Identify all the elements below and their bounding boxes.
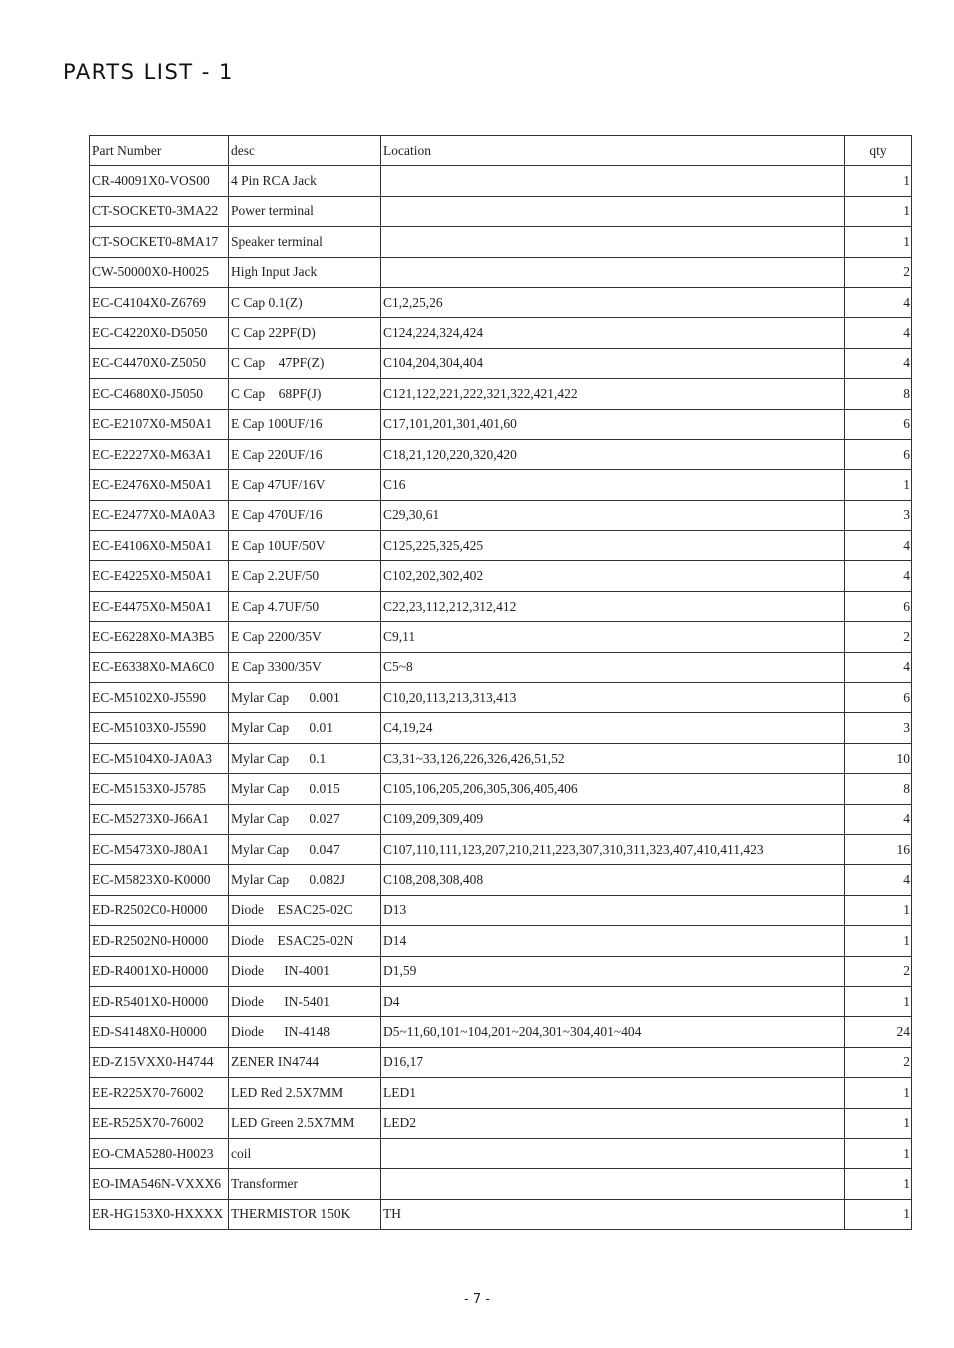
cell-location: [381, 257, 845, 287]
cell-qty: 1: [845, 166, 912, 196]
cell-desc: Mylar Cap 0.01: [229, 713, 381, 743]
cell-location: C18,21,120,220,320,420: [381, 439, 845, 469]
cell-desc: C Cap 22PF(D): [229, 318, 381, 348]
cell-qty: 8: [845, 379, 912, 409]
cell-location: C29,30,61: [381, 500, 845, 530]
cell-qty: 6: [845, 439, 912, 469]
table-row: [90, 713, 912, 743]
table-row: [90, 1138, 912, 1168]
parts-table-body: [90, 166, 912, 1230]
cell-desc: Transformer: [229, 1169, 381, 1199]
cell-location: C5~8: [381, 652, 845, 682]
table-row: [90, 956, 912, 986]
cell-desc: Mylar Cap 0.015: [229, 774, 381, 804]
cell-part-number: EC-C4680X0-J5050: [90, 379, 229, 409]
cell-desc: Diode ESAC25-02C: [229, 895, 381, 925]
table-row: [90, 1047, 912, 1077]
cell-desc: High Input Jack: [229, 257, 381, 287]
cell-qty: 3: [845, 500, 912, 530]
cell-location: TH: [381, 1199, 845, 1229]
cell-desc: Mylar Cap 0.047: [229, 834, 381, 864]
cell-desc: LED Red 2.5X7MM: [229, 1078, 381, 1108]
cell-part-number: EC-E4475X0-M50A1: [90, 591, 229, 621]
cell-location: C121,122,221,222,321,322,421,422: [381, 379, 845, 409]
table-row: [90, 287, 912, 317]
cell-qty: 4: [845, 348, 912, 378]
cell-qty: 4: [845, 531, 912, 561]
cell-qty: 2: [845, 1047, 912, 1077]
cell-part-number: EC-E4225X0-M50A1: [90, 561, 229, 591]
table-row: [90, 1169, 912, 1199]
table-row: [90, 379, 912, 409]
cell-desc: Diode IN-5401: [229, 986, 381, 1016]
cell-qty: 2: [845, 622, 912, 652]
table-row: [90, 865, 912, 895]
cell-location: C3,31~33,126,226,326,426,51,52: [381, 743, 845, 773]
cell-qty: 1: [845, 1078, 912, 1108]
cell-part-number: CT-SOCKET0-3MA22: [90, 196, 229, 226]
table-row: [90, 743, 912, 773]
cell-desc: E Cap 100UF/16: [229, 409, 381, 439]
cell-qty: 4: [845, 287, 912, 317]
cell-desc: E Cap 47UF/16V: [229, 470, 381, 500]
page-number: - 7 -: [464, 1292, 490, 1307]
cell-part-number: CW-50000X0-H0025: [90, 257, 229, 287]
cell-part-number: EC-M5102X0-J5590: [90, 683, 229, 713]
table-row: [90, 470, 912, 500]
cell-part-number: EO-IMA546N-VXXX6: [90, 1169, 229, 1199]
table-row: [90, 531, 912, 561]
cell-part-number: ED-S4148X0-H0000: [90, 1017, 229, 1047]
cell-location: C105,106,205,206,305,306,405,406: [381, 774, 845, 804]
cell-part-number: EC-M5153X0-J5785: [90, 774, 229, 804]
table-row: [90, 652, 912, 682]
cell-desc: C Cap 68PF(J): [229, 379, 381, 409]
cell-location: C107,110,111,123,207,210,211,223,307,310,311,323,407,410,411,423: [381, 834, 845, 864]
cell-desc: Diode IN-4148: [229, 1017, 381, 1047]
cell-desc: Speaker terminal: [229, 227, 381, 257]
cell-desc: C Cap 47PF(Z): [229, 348, 381, 378]
cell-qty: 1: [845, 1108, 912, 1138]
table-row: [90, 683, 912, 713]
table-row: [90, 196, 912, 226]
cell-qty: 2: [845, 956, 912, 986]
cell-qty: 1: [845, 1169, 912, 1199]
header-desc: desc: [229, 136, 381, 166]
table-row: [90, 895, 912, 925]
cell-desc: E Cap 10UF/50V: [229, 531, 381, 561]
cell-desc: Power terminal: [229, 196, 381, 226]
cell-part-number: EC-E6338X0-MA6C0: [90, 652, 229, 682]
cell-location: C124,224,324,424: [381, 318, 845, 348]
cell-qty: 1: [845, 196, 912, 226]
cell-qty: 6: [845, 591, 912, 621]
table-row: [90, 774, 912, 804]
cell-part-number: ED-R2502C0-H0000: [90, 895, 229, 925]
table-row: [90, 561, 912, 591]
cell-part-number: EC-M5473X0-J80A1: [90, 834, 229, 864]
cell-desc: E Cap 4.7UF/50: [229, 591, 381, 621]
cell-location: C4,19,24: [381, 713, 845, 743]
table-row: [90, 834, 912, 864]
cell-part-number: ER-HG153X0-HXXXX: [90, 1199, 229, 1229]
cell-desc: Diode ESAC25-02N: [229, 926, 381, 956]
cell-location: LED1: [381, 1078, 845, 1108]
cell-part-number: EC-C4104X0-Z6769: [90, 287, 229, 317]
cell-desc: ZENER IN4744: [229, 1047, 381, 1077]
table-row: [90, 409, 912, 439]
cell-part-number: EC-M5103X0-J5590: [90, 713, 229, 743]
cell-location: C104,204,304,404: [381, 348, 845, 378]
cell-desc: Diode IN-4001: [229, 956, 381, 986]
cell-qty: 1: [845, 1199, 912, 1229]
cell-location: [381, 166, 845, 196]
table-row: [90, 926, 912, 956]
cell-part-number: EE-R225X70-76002: [90, 1078, 229, 1108]
cell-qty: 3: [845, 713, 912, 743]
cell-location: C109,209,309,409: [381, 804, 845, 834]
cell-part-number: EO-CMA5280-H0023: [90, 1138, 229, 1168]
cell-location: D4: [381, 986, 845, 1016]
cell-part-number: CR-40091X0-VOS00: [90, 166, 229, 196]
cell-location: D14: [381, 926, 845, 956]
cell-qty: 1: [845, 986, 912, 1016]
cell-desc: THERMISTOR 150K: [229, 1199, 381, 1229]
cell-location: C17,101,201,301,401,60: [381, 409, 845, 439]
cell-location: [381, 227, 845, 257]
cell-qty: 1: [845, 895, 912, 925]
page-title: PARTS LIST - 1: [63, 60, 234, 84]
cell-qty: 1: [845, 470, 912, 500]
cell-part-number: EC-E6228X0-MA3B5: [90, 622, 229, 652]
table-row: [90, 500, 912, 530]
cell-qty: 6: [845, 683, 912, 713]
cell-part-number: EC-M5104X0-JA0A3: [90, 743, 229, 773]
table-row: [90, 1199, 912, 1229]
table-row: [90, 804, 912, 834]
cell-location: D16,17: [381, 1047, 845, 1077]
cell-location: D1,59: [381, 956, 845, 986]
cell-qty: 4: [845, 561, 912, 591]
cell-part-number: ED-R5401X0-H0000: [90, 986, 229, 1016]
cell-desc: Mylar Cap 0.082J: [229, 865, 381, 895]
header-part-number: Part Number: [90, 136, 229, 166]
cell-qty: 24: [845, 1017, 912, 1047]
table-row: [90, 591, 912, 621]
cell-qty: 1: [845, 926, 912, 956]
cell-qty: 6: [845, 409, 912, 439]
cell-location: C16: [381, 470, 845, 500]
cell-desc: Mylar Cap 0.001: [229, 683, 381, 713]
cell-part-number: ED-R2502N0-H0000: [90, 926, 229, 956]
cell-part-number: EC-C4220X0-D5050: [90, 318, 229, 348]
cell-location: LED2: [381, 1108, 845, 1138]
cell-location: C22,23,112,212,312,412: [381, 591, 845, 621]
cell-desc: E Cap 3300/35V: [229, 652, 381, 682]
table-row: [90, 257, 912, 287]
header-qty: qty: [845, 136, 912, 166]
cell-qty: 16: [845, 834, 912, 864]
cell-part-number: EC-E2107X0-M50A1: [90, 409, 229, 439]
cell-qty: 1: [845, 227, 912, 257]
cell-location: [381, 1169, 845, 1199]
table-row: [90, 986, 912, 1016]
cell-location: C9,11: [381, 622, 845, 652]
cell-qty: 4: [845, 652, 912, 682]
cell-desc: Mylar Cap 0.1: [229, 743, 381, 773]
cell-desc: 4 Pin RCA Jack: [229, 166, 381, 196]
cell-desc: E Cap 220UF/16: [229, 439, 381, 469]
cell-part-number: EC-E2227X0-M63A1: [90, 439, 229, 469]
table-row: [90, 1017, 912, 1047]
cell-qty: 1: [845, 1138, 912, 1168]
cell-part-number: EC-E2477X0-MA0A3: [90, 500, 229, 530]
cell-qty: 2: [845, 257, 912, 287]
table-row: [90, 166, 912, 196]
cell-qty: 4: [845, 865, 912, 895]
cell-part-number: EC-E2476X0-M50A1: [90, 470, 229, 500]
cell-desc: coil: [229, 1138, 381, 1168]
cell-location: C1,2,25,26: [381, 287, 845, 317]
cell-part-number: EC-M5273X0-J66A1: [90, 804, 229, 834]
cell-location: C125,225,325,425: [381, 531, 845, 561]
cell-location: D5~11,60,101~104,201~204,301~304,401~404: [381, 1017, 845, 1047]
cell-location: D13: [381, 895, 845, 925]
cell-desc: LED Green 2.5X7MM: [229, 1108, 381, 1138]
table-row: [90, 227, 912, 257]
cell-part-number: ED-R4001X0-H0000: [90, 956, 229, 986]
cell-location: C108,208,308,408: [381, 865, 845, 895]
cell-desc: C Cap 0.1(Z): [229, 287, 381, 317]
table-row: [90, 1078, 912, 1108]
cell-part-number: CT-SOCKET0-8MA17: [90, 227, 229, 257]
cell-part-number: EE-R525X70-76002: [90, 1108, 229, 1138]
cell-part-number: EC-C4470X0-Z5050: [90, 348, 229, 378]
header-location: Location: [381, 136, 845, 166]
cell-desc: Mylar Cap 0.027: [229, 804, 381, 834]
cell-qty: 8: [845, 774, 912, 804]
table-row: [90, 1108, 912, 1138]
table-header-row: [90, 136, 912, 166]
cell-desc: E Cap 2200/35V: [229, 622, 381, 652]
table-row: [90, 439, 912, 469]
cell-part-number: EC-M5823X0-K0000: [90, 865, 229, 895]
cell-part-number: ED-Z15VXX0-H4744: [90, 1047, 229, 1077]
cell-location: C102,202,302,402: [381, 561, 845, 591]
cell-location: [381, 196, 845, 226]
cell-qty: 4: [845, 804, 912, 834]
cell-qty: 10: [845, 743, 912, 773]
parts-table: [89, 135, 912, 1230]
table-row: [90, 318, 912, 348]
cell-qty: 4: [845, 318, 912, 348]
cell-location: C10,20,113,213,313,413: [381, 683, 845, 713]
table-row: [90, 348, 912, 378]
cell-location: [381, 1138, 845, 1168]
cell-desc: E Cap 2.2UF/50: [229, 561, 381, 591]
table-row: [90, 622, 912, 652]
cell-part-number: EC-E4106X0-M50A1: [90, 531, 229, 561]
cell-desc: E Cap 470UF/16: [229, 500, 381, 530]
